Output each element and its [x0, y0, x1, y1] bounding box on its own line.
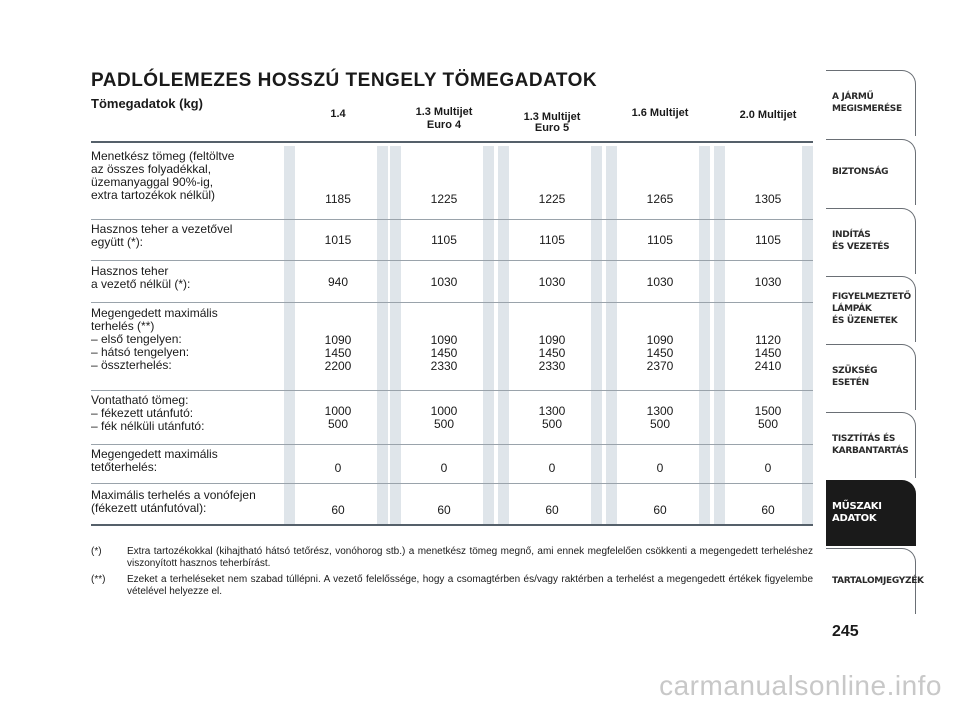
table-cell — [615, 405, 705, 431]
row-label-line: – fék nélküli utánfutó: — [91, 419, 205, 433]
cell-value: 500 — [433, 417, 455, 431]
watermark-text: carmanualsonline.info — [659, 669, 942, 701]
cell-value: 60 — [331, 503, 345, 517]
cell-value: 1090 — [646, 333, 674, 347]
table-cell — [723, 334, 813, 373]
chapter-tab-label: LÁMPÁK — [832, 304, 872, 314]
row-label-line: együtt (*): — [91, 235, 144, 249]
table-cell — [399, 276, 489, 289]
cell-value: 500 — [649, 417, 671, 431]
table-bottom-rule — [91, 524, 813, 526]
row-label-line: terhelés (**) — [91, 319, 155, 333]
row-label — [91, 265, 281, 291]
row-label-line: Maximális terhelés a vonófejen — [91, 488, 256, 502]
row-label-line: – első tengelyen: — [91, 332, 182, 346]
cell-value: 60 — [437, 503, 451, 517]
row-label-line: tetőterhelés: — [91, 460, 158, 474]
table-top-rule — [91, 141, 813, 143]
table-cell — [293, 405, 383, 431]
row-divider — [91, 483, 813, 484]
cell-value: 1225 — [538, 192, 566, 206]
table-cell — [399, 193, 489, 206]
cell-value: 1305 — [754, 192, 782, 206]
row-label — [91, 448, 281, 474]
table-cell — [615, 234, 705, 247]
cell-value: 1000 — [430, 404, 458, 418]
chapter-tab-label: SZÜKSÉG — [832, 366, 878, 376]
row-label-line: Vontatható tömeg: — [91, 393, 189, 407]
cell-value: 0 — [440, 461, 448, 475]
chapter-tab-label: A JÁRMŰ — [832, 92, 874, 102]
table-cell — [723, 504, 813, 517]
table-cell — [615, 462, 705, 475]
chapter-tab[interactable] — [826, 548, 924, 614]
table-cell — [723, 462, 813, 475]
cell-value: 0 — [334, 461, 342, 475]
cell-value: 1105 — [431, 233, 457, 247]
chapter-tab[interactable] — [826, 480, 916, 546]
chapter-tab-label: TARTALOMJEGYZÉK — [832, 576, 924, 586]
cell-value: 2370 — [646, 359, 674, 373]
chapter-tab-label: KARBANTARTÁS — [832, 446, 909, 456]
chapter-tab-label: FIGYELMEZTETŐ — [832, 292, 911, 302]
cell-value: 500 — [541, 417, 563, 431]
table-subtitle: Tömegadatok (kg) — [91, 96, 203, 111]
row-label — [91, 394, 281, 433]
table-cell — [507, 334, 597, 373]
page-title: PADLÓLEMEZES HOSSZÚ TENGELY TÖMEGADATOK — [91, 70, 598, 91]
chapter-tab-label: ADATOK — [832, 513, 877, 524]
table-cell — [507, 193, 597, 206]
cell-value: 2200 — [324, 359, 352, 373]
row-label-line: Megengedett maximális — [91, 306, 218, 320]
table-cell — [293, 234, 383, 247]
cell-value: 940 — [327, 275, 349, 289]
cell-value: 500 — [327, 417, 349, 431]
cell-value: 60 — [545, 503, 559, 517]
chapter-tab-label: TISZTÍTÁS ÉS — [832, 434, 896, 444]
cell-value: 1120 — [755, 333, 781, 347]
cell-value: 1030 — [430, 275, 458, 289]
cell-value: 1450 — [646, 346, 674, 360]
row-label-line: üzemanyaggal 90%-ig, — [91, 175, 214, 189]
row-label-line: Menetkész tömeg (feltöltve — [91, 149, 235, 163]
chapter-tab-label: ESETÉN — [832, 378, 869, 388]
cell-value: 2330 — [430, 359, 458, 373]
cell-value: 60 — [761, 503, 775, 517]
page-number: 245 — [832, 623, 859, 640]
row-label — [91, 307, 281, 372]
cell-value: 1265 — [646, 192, 674, 206]
row-label-line: Hasznos teher a vezetővel — [91, 222, 233, 236]
table-cell — [507, 405, 597, 431]
column-header: Euro 5 — [534, 122, 570, 134]
cell-value: 1105 — [647, 233, 673, 247]
cell-value: 500 — [757, 417, 779, 431]
row-label — [91, 223, 281, 249]
cell-value: 2330 — [538, 359, 566, 373]
chapter-tab[interactable] — [826, 412, 916, 478]
cell-value: 1105 — [755, 233, 781, 247]
cell-value: 1450 — [430, 346, 458, 360]
cell-value: 1090 — [324, 333, 352, 347]
table-cell — [615, 276, 705, 289]
table-cell — [399, 462, 489, 475]
chapter-tab[interactable] — [826, 208, 916, 274]
table-cell — [507, 504, 597, 517]
chapter-tab-label: MŰSZAKI — [832, 501, 882, 512]
footnote-mark: (*) — [91, 546, 102, 557]
row-label-line: Megengedett maximális — [91, 447, 218, 461]
footnote — [91, 574, 813, 598]
table-cell — [615, 193, 705, 206]
cell-value: 1300 — [646, 404, 674, 418]
cell-value: 1090 — [538, 333, 566, 347]
column-header: Euro 4 — [426, 119, 462, 131]
chapter-tab[interactable] — [826, 70, 916, 136]
table-cell — [507, 276, 597, 289]
table-cell — [399, 334, 489, 373]
watermark-bar — [0, 662, 960, 709]
row-divider — [91, 444, 813, 445]
footnote-text: Extra tartozékokkal (kihajtható hátsó tetőrész, vonóhorog stb.) a menetkész tömeg megnő, ami ennek megfelelően csökkenti a megengedett terheléshez viszonyított hasznos teherbírást. — [127, 546, 813, 569]
row-divider — [91, 260, 813, 261]
cell-value: 1300 — [538, 404, 566, 418]
cell-value: 1105 — [539, 233, 565, 247]
row-divider — [91, 390, 813, 391]
chapter-tab[interactable] — [826, 139, 916, 205]
cell-value: 2410 — [754, 359, 782, 373]
cell-value: 1090 — [430, 333, 458, 347]
footnote-text: Ezeket a terheléseket nem szabad túllépni. A vezető felelőssége, hogy a csomagtérben és/vagy raktérben a terhelést a megengedett értékek figyelembe vételével helyezze el. — [127, 574, 813, 597]
column-header: 1.3 Multijet — [523, 111, 581, 123]
row-label-line: a vezető nélkül (*): — [91, 277, 191, 291]
footnote — [91, 546, 813, 570]
table-cell — [293, 462, 383, 475]
cell-value: 1185 — [325, 192, 351, 206]
column-header: 1.6 Multijet — [631, 107, 689, 119]
row-divider — [91, 302, 813, 303]
column-header: 2.0 Multijet — [739, 109, 797, 121]
cell-value: 1030 — [646, 275, 674, 289]
table-cell — [293, 504, 383, 517]
column-header: 1.4 — [330, 108, 346, 120]
table-cell — [507, 234, 597, 247]
table-cell — [615, 504, 705, 517]
cell-value: 1500 — [754, 404, 782, 418]
cell-value: 0 — [656, 461, 664, 475]
table-cell — [723, 193, 813, 206]
cell-value: 1030 — [754, 275, 782, 289]
row-label-line: – összterhelés: — [91, 358, 172, 372]
table-cell — [293, 193, 383, 206]
chapter-tab-label: INDÍTÁS — [832, 230, 871, 240]
column-header: 1.3 Multijet — [415, 106, 473, 118]
row-label-line: (fékezett utánfutóval): — [91, 501, 207, 515]
chapter-tab-label: BIZTONSÁG — [832, 167, 889, 177]
table-cell — [293, 276, 383, 289]
chapter-tab-label: ÉS VEZETÉS — [832, 242, 890, 252]
table-cell — [723, 234, 813, 247]
chapter-tab[interactable] — [826, 344, 916, 410]
table-cell — [723, 276, 813, 289]
row-label-line: – hátsó tengelyen: — [91, 345, 190, 359]
table-cell — [399, 234, 489, 247]
chapter-tab[interactable] — [826, 276, 916, 342]
table-cell — [615, 334, 705, 373]
cell-value: 1000 — [324, 404, 352, 418]
chapter-tab-label: ÉS ÜZENETEK — [832, 316, 898, 326]
row-label-line: extra tartozékok nélkül) — [91, 188, 216, 202]
footnote-mark: (**) — [91, 574, 106, 585]
cell-value: 1450 — [538, 346, 566, 360]
cell-value: 1225 — [430, 192, 458, 206]
cell-value: 1030 — [538, 275, 566, 289]
table-cell — [399, 405, 489, 431]
table-cell — [507, 462, 597, 475]
chapter-tab-label: MEGISMERÉSE — [832, 104, 902, 114]
cell-value: 1450 — [324, 346, 352, 360]
cell-value: 60 — [653, 503, 667, 517]
row-label — [91, 150, 281, 202]
cell-value: 0 — [548, 461, 556, 475]
row-divider — [91, 219, 813, 220]
table-cell — [293, 334, 383, 373]
table-cell — [399, 504, 489, 517]
row-label-line: Hasznos teher — [91, 264, 169, 278]
table-cell — [723, 405, 813, 431]
row-label — [91, 489, 281, 515]
row-label-line: – fékezett utánfutó: — [91, 406, 194, 420]
cell-value: 1015 — [324, 233, 352, 247]
cell-value: 1450 — [754, 346, 782, 360]
row-label-line: az összes folyadékkal, — [91, 162, 212, 176]
cell-value: 0 — [764, 461, 772, 475]
